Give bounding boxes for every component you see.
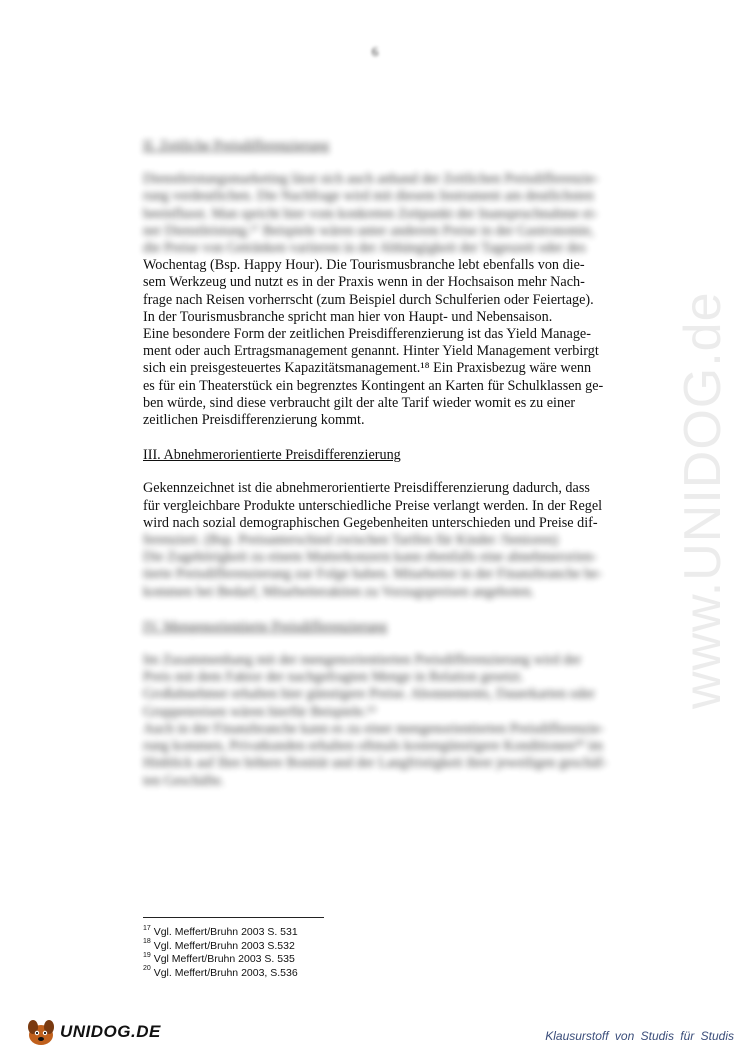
dog-mascot-icon bbox=[24, 1015, 58, 1049]
section-heading: III. Abnehmerorientierte Preisdifferenzierung bbox=[143, 447, 401, 464]
text-line: Gruppenreisen wären hierfür Beispiele.¹⁹ bbox=[143, 703, 376, 720]
text-line: Die Zugehörigkeit zu einem Mutterkonzern kann ebenfalls eine abnehmerorien- bbox=[143, 549, 597, 566]
text-line: wird nach sozial demographischen Gegebenheiten unterschieden und Preise dif- bbox=[143, 514, 598, 531]
footnote-text: Vgl. Meffert/Bruhn 2003, S.536 bbox=[153, 966, 298, 979]
section-mengenorientierte bbox=[143, 619, 635, 790]
footnote-text: Vgl. Meffert/Bruhn 2003 S. 531 bbox=[153, 926, 298, 938]
text-line: es für ein Theaterstück ein begrenztes Kontingent an Karten für Schulklassen ge- bbox=[143, 377, 604, 394]
footnote bbox=[143, 940, 298, 954]
section-zeitliche bbox=[143, 138, 635, 429]
text-line: zeitlichen Preisdifferenzierung kommt. bbox=[143, 412, 365, 429]
text-line: ben würde, sind diese verbraucht gilt der alte Tarif wieder womit es zu einer bbox=[143, 394, 576, 411]
text-line: Hinblick auf Ihre höhere Bonität und der Langfristigkeit ihrer jeweiligen geschäf- bbox=[143, 755, 608, 772]
text-line: frage nach Reisen vorherrscht (zum Beispiel durch Schulferien oder Feiertage). bbox=[143, 291, 594, 308]
footnote bbox=[143, 926, 298, 940]
text-line: Dienstleistungsmarketing lässt sich auch anhand der Zeitlichen Preisdifferenzie- bbox=[143, 171, 599, 188]
text-line: Gekennzeichnet ist die abnehmerorientierte Preisdifferenzierung dadurch, dass bbox=[143, 480, 590, 497]
section-abnehmerorientierte bbox=[143, 447, 635, 601]
footnote-number: 19 bbox=[143, 951, 151, 959]
paragraph bbox=[143, 171, 635, 429]
text-line: für vergleichbare Produkte unterschiedliche Preise verlangt werden. In der Regel bbox=[143, 497, 603, 514]
paragraph bbox=[143, 652, 635, 790]
text-line: Großabnehmer erhalten hier günstigere Preise. Abonnements, Dauerkarten oder bbox=[143, 686, 595, 703]
unidog-logo[interactable] bbox=[24, 1014, 161, 1050]
text-line: Preis mit dem Faktor der nachgefragten Menge in Relation gesetzt. bbox=[143, 669, 524, 686]
footnote-number: 17 bbox=[143, 924, 151, 932]
page-number: 6 bbox=[371, 44, 379, 59]
text-line: rung kommen, Privatkunden erhalten oftmals kostengünstigere Konditionen²⁰ im bbox=[143, 738, 603, 755]
text-line: beeinflusst. Man spricht hier vom konkreten Zeitpunkt der Inanspruchnahme ei- bbox=[143, 205, 598, 222]
text-line: tierte Preisdifferenzierung zur Folge haben. Mitarbeiter in der Finanzbranche be- bbox=[143, 566, 603, 583]
section-heading: IV. Mengenorientierte Preisdifferenzierung bbox=[143, 618, 388, 635]
footnotes bbox=[143, 926, 298, 980]
text-line: In der Tourismusbranche spricht man hier von Haupt- und Nebensaison. bbox=[143, 308, 553, 325]
document-body bbox=[143, 138, 635, 808]
text-line: rung verdeutlichen. Die Nachfrage wird mit diesem Instrument am deutlichsten bbox=[143, 188, 594, 205]
text-line: Im Zusammenhang mit der mengenorientierten Preisdifferenzierung wird der bbox=[143, 652, 582, 669]
footnote bbox=[143, 967, 298, 981]
section-heading: II. Zeitliche Preisdifferenzierung bbox=[143, 138, 330, 154]
text-line: Auch in der Finanzbranche kann es zu einer mengenorientierten Preisdifferenzie- bbox=[143, 720, 605, 737]
blurred-text-block bbox=[143, 532, 635, 601]
text-line: ten Geschäfte. bbox=[143, 772, 225, 789]
footnote-number: 18 bbox=[143, 938, 151, 945]
logo-text: UNIDOG.DE bbox=[60, 1022, 161, 1041]
text-line: ferenziert. (Bsp. Preisunterschied zwischen Tarifen für Kinder /Senioren) bbox=[143, 532, 559, 549]
text-line: die Preise von Getränken variieren in der Abhängigkeit der Tageszeit oder des bbox=[143, 240, 586, 257]
footnote-text: Vgl. Meffert/Bruhn 2003 S.532 bbox=[153, 939, 295, 952]
text-line: Eine besondere Form der zeitlichen Preisdifferenzierung ist das Yield Manage- bbox=[143, 326, 591, 343]
watermark: www.UNIDOG.de bbox=[674, 291, 732, 709]
text-line: sem Werkzeug und nutzt es in der Praxis wenn in der Hochsaison mehr Nach- bbox=[143, 274, 585, 291]
footnote-text: Vgl Meffert/Bruhn 2003 S. 535 bbox=[153, 953, 295, 965]
footnote bbox=[143, 953, 298, 967]
footnote-number: 20 bbox=[143, 965, 151, 972]
footnote-divider bbox=[143, 917, 324, 918]
paragraph bbox=[143, 480, 635, 600]
slogan: Klausurstoff von Studis für Studis bbox=[545, 1029, 734, 1043]
text-line: kommen bei Bedarf, Mitarbeiteraktien zu Vorzugspreisen angeboten. bbox=[143, 583, 535, 600]
blurred-text-block bbox=[143, 171, 635, 257]
text-line: Wochentag (Bsp. Happy Hour). Die Tourismusbranche lebt ebenfalls von die- bbox=[143, 257, 585, 274]
text-line: ner Dienstleistung.¹⁷ Beispiele wären unter anderem Preise in der Gastronomie, bbox=[143, 222, 594, 239]
text-line: sich ein preisgesteuertes Kapazitätsmanagement.¹⁸ Ein Praxisbezug wäre wenn bbox=[143, 360, 592, 377]
text-line: ment oder auch Ertragsmanagement genannt. Hinter Yield Management verbirgt bbox=[143, 343, 599, 360]
